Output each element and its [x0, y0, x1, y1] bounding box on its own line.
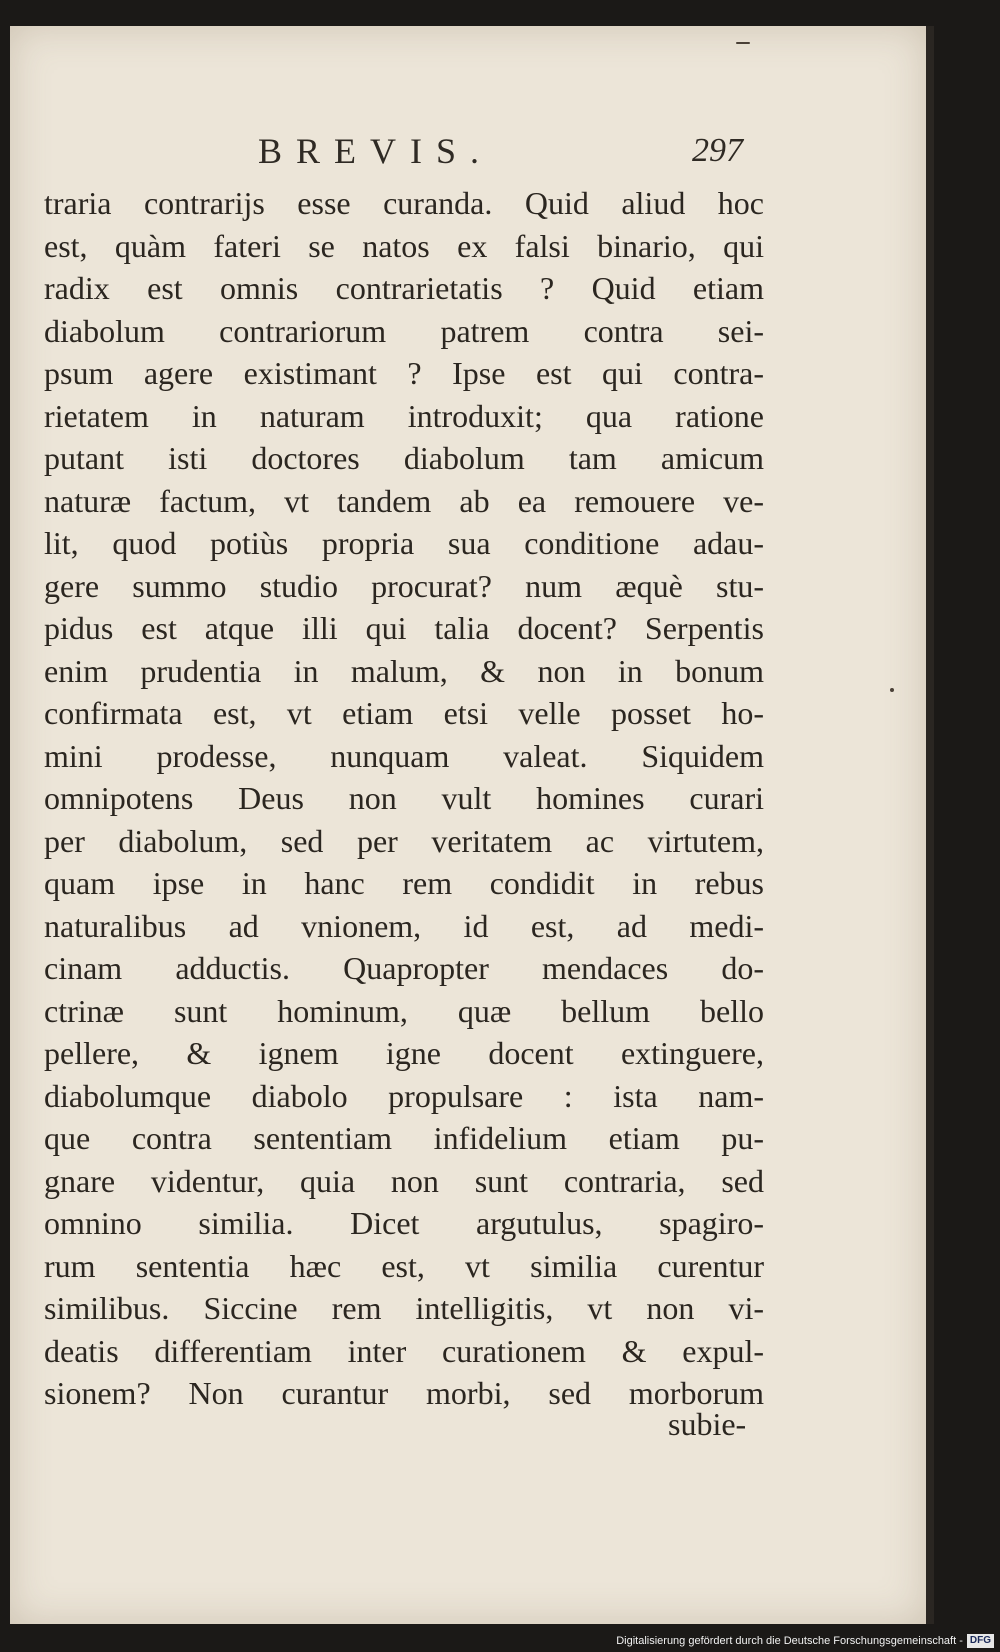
text-line: diabolumque diabolo propulsare : ista nam-: [44, 1077, 764, 1114]
text-line: psum agere existimant ? Ipse est qui contra-: [44, 355, 764, 391]
text-line: gere summo studio procurat? num æquè stu-: [44, 567, 764, 604]
text-line: per diabolum, sed per veritatem ac virtutem,: [44, 822, 764, 859]
text-line: enim prudentia in malum, & non in bonum: [44, 652, 764, 689]
text-line: putant isti doctores diabolum tam amicum: [44, 440, 764, 476]
page-number: 297: [692, 132, 743, 169]
text-line: naturæ factum, vt tandem ab ea remouere ve-: [44, 482, 764, 519]
text-line: sionem? Non curantur morbi, sed morborum: [44, 1375, 764, 1411]
scan-mark: [736, 42, 750, 44]
text-line: quam ipse in hanc rem condidit in rebus: [44, 865, 764, 901]
text-line: cinam adductis. Quapropter mendaces do-: [44, 950, 764, 986]
text-line: similibus. Siccine rem intelligitis, vt non vi-: [44, 1290, 764, 1326]
text-line: est, quàm fateri se natos ex falsi binario, qui: [44, 227, 764, 264]
text-line: radix est omnis contrarietatis ? Quid etiam: [44, 270, 764, 306]
text-line: deatis differentiam inter curationem & expul-: [44, 1332, 764, 1369]
text-line: omnipotens Deus non vult homines curari: [44, 780, 764, 816]
text-line: traria contrarijs esse curanda. Quid aliud hoc: [44, 185, 764, 221]
page-header: [10, 130, 926, 178]
page-edge-shadow: [926, 26, 934, 1624]
text-line: rietatem in naturam introduxit; qua ratione: [44, 397, 764, 434]
text-line: diabolum contrariorum patrem contra sei-: [44, 312, 764, 349]
text-line: omnino similia. Dicet argutulus, spagiro-: [44, 1205, 764, 1241]
text-line: rum sententia hæc est, vt similia curentur: [44, 1247, 764, 1284]
text-line: pidus est atque illi qui talia docent? Serpentis: [44, 610, 764, 646]
book-page: [10, 26, 926, 1624]
body-text: [44, 182, 764, 1415]
text-line: pellere, & ignem igne docent extinguere,: [44, 1035, 764, 1071]
scan-mark: [890, 688, 894, 692]
credit-text: Digitalisierung gefördert durch die Deutsche Forschungsgemeinschaft -: [616, 1635, 963, 1647]
text-line: naturalibus ad vnionem, id est, ad medi-: [44, 907, 764, 944]
text-line: lit, quod potiùs propria sua conditione adau-: [44, 525, 764, 561]
text-line: que contra sententiam infidelium etiam pu-: [44, 1120, 764, 1156]
running-head: BREVIS.: [258, 131, 494, 171]
digitization-credit: [616, 1632, 994, 1650]
dfg-logo: DFG: [967, 1634, 994, 1648]
catchword: subie-: [668, 1406, 747, 1442]
text-line: mini prodesse, nunquam valeat. Siquidem: [44, 737, 764, 774]
text-line: confirmata est, vt etiam etsi velle posset ho-: [44, 695, 764, 731]
text-line: gnare videntur, quia non sunt contraria, sed: [44, 1162, 764, 1199]
text-line: ctrinæ sunt hominum, quæ bellum bello: [44, 992, 764, 1029]
